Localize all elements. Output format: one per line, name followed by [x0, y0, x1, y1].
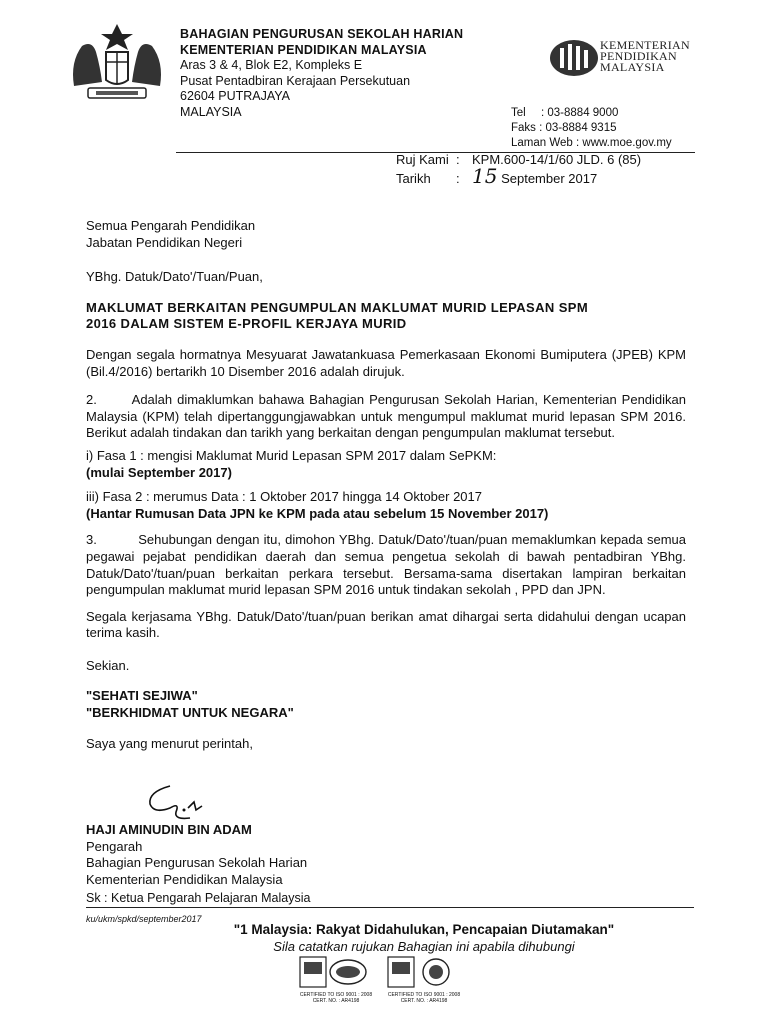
cert-2-line1: CERTIFIED TO ISO 9001 : 2008 [387, 992, 461, 998]
address-line3: 62604 PUTRAJAYA [180, 89, 291, 104]
kpm-logo-line3: MALAYSIA [600, 60, 665, 74]
faks-row [511, 121, 672, 136]
signatory-division: Bahagian Pengurusan Sekolah Harian [86, 855, 308, 871]
ruj-kami-label: Ruj Kami [396, 152, 449, 167]
sirim-certification-mark-icon [384, 954, 464, 992]
org-name-line1: BAHAGIAN PENGURUSAN SEKOLAH HARIAN [180, 27, 464, 41]
cert-mark-1 [296, 954, 376, 1014]
web-value: : www.moe.gov.my [576, 137, 672, 149]
addressee-line2: Jabatan Pendidikan Negeri [86, 234, 243, 250]
letter-body [86, 218, 686, 752]
tarikh-label: Tarikh [396, 171, 431, 186]
cert-mark-1-text [296, 992, 376, 1004]
tel-value: : 03-8884 9000 [541, 107, 619, 119]
signatory-position: Pengarah [86, 838, 143, 854]
malaysia-coat-of-arms-icon [66, 22, 168, 106]
signatory-block [86, 822, 307, 888]
addressee-line1: Semua Pengarah Pendidikan [86, 218, 256, 233]
cert-mark-2 [384, 954, 464, 1014]
paragraph-3-text: Sehubungan dengan itu, dimohon YBhg. Datuk/Dato'/tuan/puan memaklumkan kepada semua pegawai pejabat pendidikan daerah dan semua pengetua sekolah di bawah pentadbiran YBhg. Datuk/Dato'/tuan/puan berkaitan perkara tersebut. Bersama-sama disertakan lampiran berkaitan pengumpulan maklumat murid lepasan SPM 2016 untuk tindakan sekolah , PPD dan JPN. [86, 532, 686, 598]
paragraph-4: Segala kerjasama YBhg. Datuk/Dato'/tuan/puan berikan amat dihargai serta didahului dengan ucapan terima kasih. [86, 608, 686, 641]
file-reference: ku/ukm/spkd/september2017 [86, 914, 202, 924]
paragraph-3-number: 3. [86, 532, 97, 548]
tel-label: Tel [511, 107, 526, 119]
item-fasa-2-deadline: (Hantar Rumusan Data JPN ke KPM pada atau sebelum 15 November 2017) [86, 505, 549, 521]
kpm-logo-icon [548, 38, 600, 78]
motto-line2: "BERKHIDMAT UNTUK NEGARA" [86, 705, 294, 721]
kpm-logo-text [600, 40, 690, 73]
cert-mark-2-text [384, 992, 464, 1004]
ruj-kami-value: KPM.600-14/1/60 JLD. 6 (85) [472, 152, 642, 167]
copy-to: Sk : Ketua Pengarah Pelajaran Malaysia [86, 891, 311, 905]
tarikh-row [396, 164, 641, 188]
title-line2: 2016 DALAM SISTEM E-PROFIL KERJAYA MURID [86, 316, 407, 332]
title-line1: MAKLUMAT BERKAITAN PENGUMPULAN MAKLUMAT MURID LEPASAN SPM [86, 299, 589, 315]
paragraph-2 [86, 392, 686, 442]
tel-row [511, 106, 672, 121]
closing: Sekian. [86, 657, 130, 673]
slogan: "1 Malaysia: Rakyat Didahulukan, Pencapaian Diutamakan" [233, 922, 615, 937]
reference-note: Sila catatkan rujukan Bahagian ini apabila dihubungi [273, 939, 575, 954]
cert-2-line2: CERT. NO. : AR4198 [400, 998, 448, 1004]
address-line1: Aras 3 & 4, Blok E2, Kompleks E [180, 58, 363, 73]
ruj-kami-sep: : [456, 152, 460, 167]
cert-1-line1: CERTIFIED TO ISO 9001 : 2008 [299, 992, 373, 998]
paragraph-2-number: 2. [86, 392, 97, 408]
handwritten-signature-icon [140, 778, 220, 824]
faks-value: : 03-8884 9315 [539, 122, 617, 134]
web-label: Laman Web [511, 137, 573, 149]
footer-divider [86, 907, 694, 908]
cert-1-line2: CERT. NO. : AR4198 [312, 998, 360, 1004]
tarikh-sep: : [456, 171, 460, 186]
signatory-name: HAJI AMINUDIN BIN ADAM [86, 822, 252, 837]
item-fasa-2: iii) Fasa 2 : merumus Data : 1 Oktober 2017 hingga 14 Oktober 2017 [86, 489, 482, 505]
paragraph-3 [86, 532, 686, 598]
kpm-logo-line1: KEMENTERIAN [600, 38, 690, 52]
tarikh-day: 15 [472, 164, 498, 188]
yours-faithfully: Saya yang menurut perintah, [86, 735, 253, 751]
kpm-logo-line2: PENDIDIKAN [600, 49, 677, 63]
salutation: YBhg. Datuk/Dato'/Tuan/Puan, [86, 269, 263, 285]
reference-block [396, 151, 641, 187]
signatory-ministry: Kementerian Pendidikan Malaysia [86, 871, 283, 887]
tarikh-month-year: September 2017 [501, 171, 598, 186]
motto-line1: "SEHATI SEJIWA" [86, 688, 198, 704]
letter-title [86, 300, 686, 333]
web-row [511, 136, 672, 151]
item-fasa-1: i) Fasa 1 : mengisi Maklumat Murid Lepasan SPM 2017 dalam SePKM: [86, 447, 497, 463]
paragraph-2-text: Adalah dimaklumkan bahawa Bahagian Pengurusan Sekolah Harian, Kementerian Pendidikan Malaysia (KPM) telah dipertanggungjawabkan untuk mengumpul maklumat murid lepasan SPM 2016. Berikut adalah tindakan dan tarikh yang berkaitan dengan pengumpulan maklumat tersebut. [86, 392, 686, 441]
address-line4: MALAYSIA [180, 104, 242, 119]
organisation-address [180, 27, 463, 121]
faks-label: Faks [511, 122, 536, 134]
contact-details [511, 106, 672, 151]
certification-marks [296, 954, 466, 1014]
address-line2: Pusat Pentadbiran Kerajaan Persekutuan [180, 73, 411, 88]
ruj-kami-row [396, 151, 641, 168]
item-fasa-1-date: (mulai September 2017) [86, 464, 232, 480]
sirim-certification-mark-icon [296, 954, 376, 992]
org-name-line2: KEMENTERIAN PENDIDIKAN MALAYSIA [180, 42, 427, 57]
paragraph-1: Dengan segala hormatnya Mesyuarat Jawatankuasa Pemerkasaan Ekonomi Bumiputera (JPEB) KPM (Bil.4/2016) bertarikh 10 Disember 2016 adalah dirujuk. [86, 346, 686, 379]
